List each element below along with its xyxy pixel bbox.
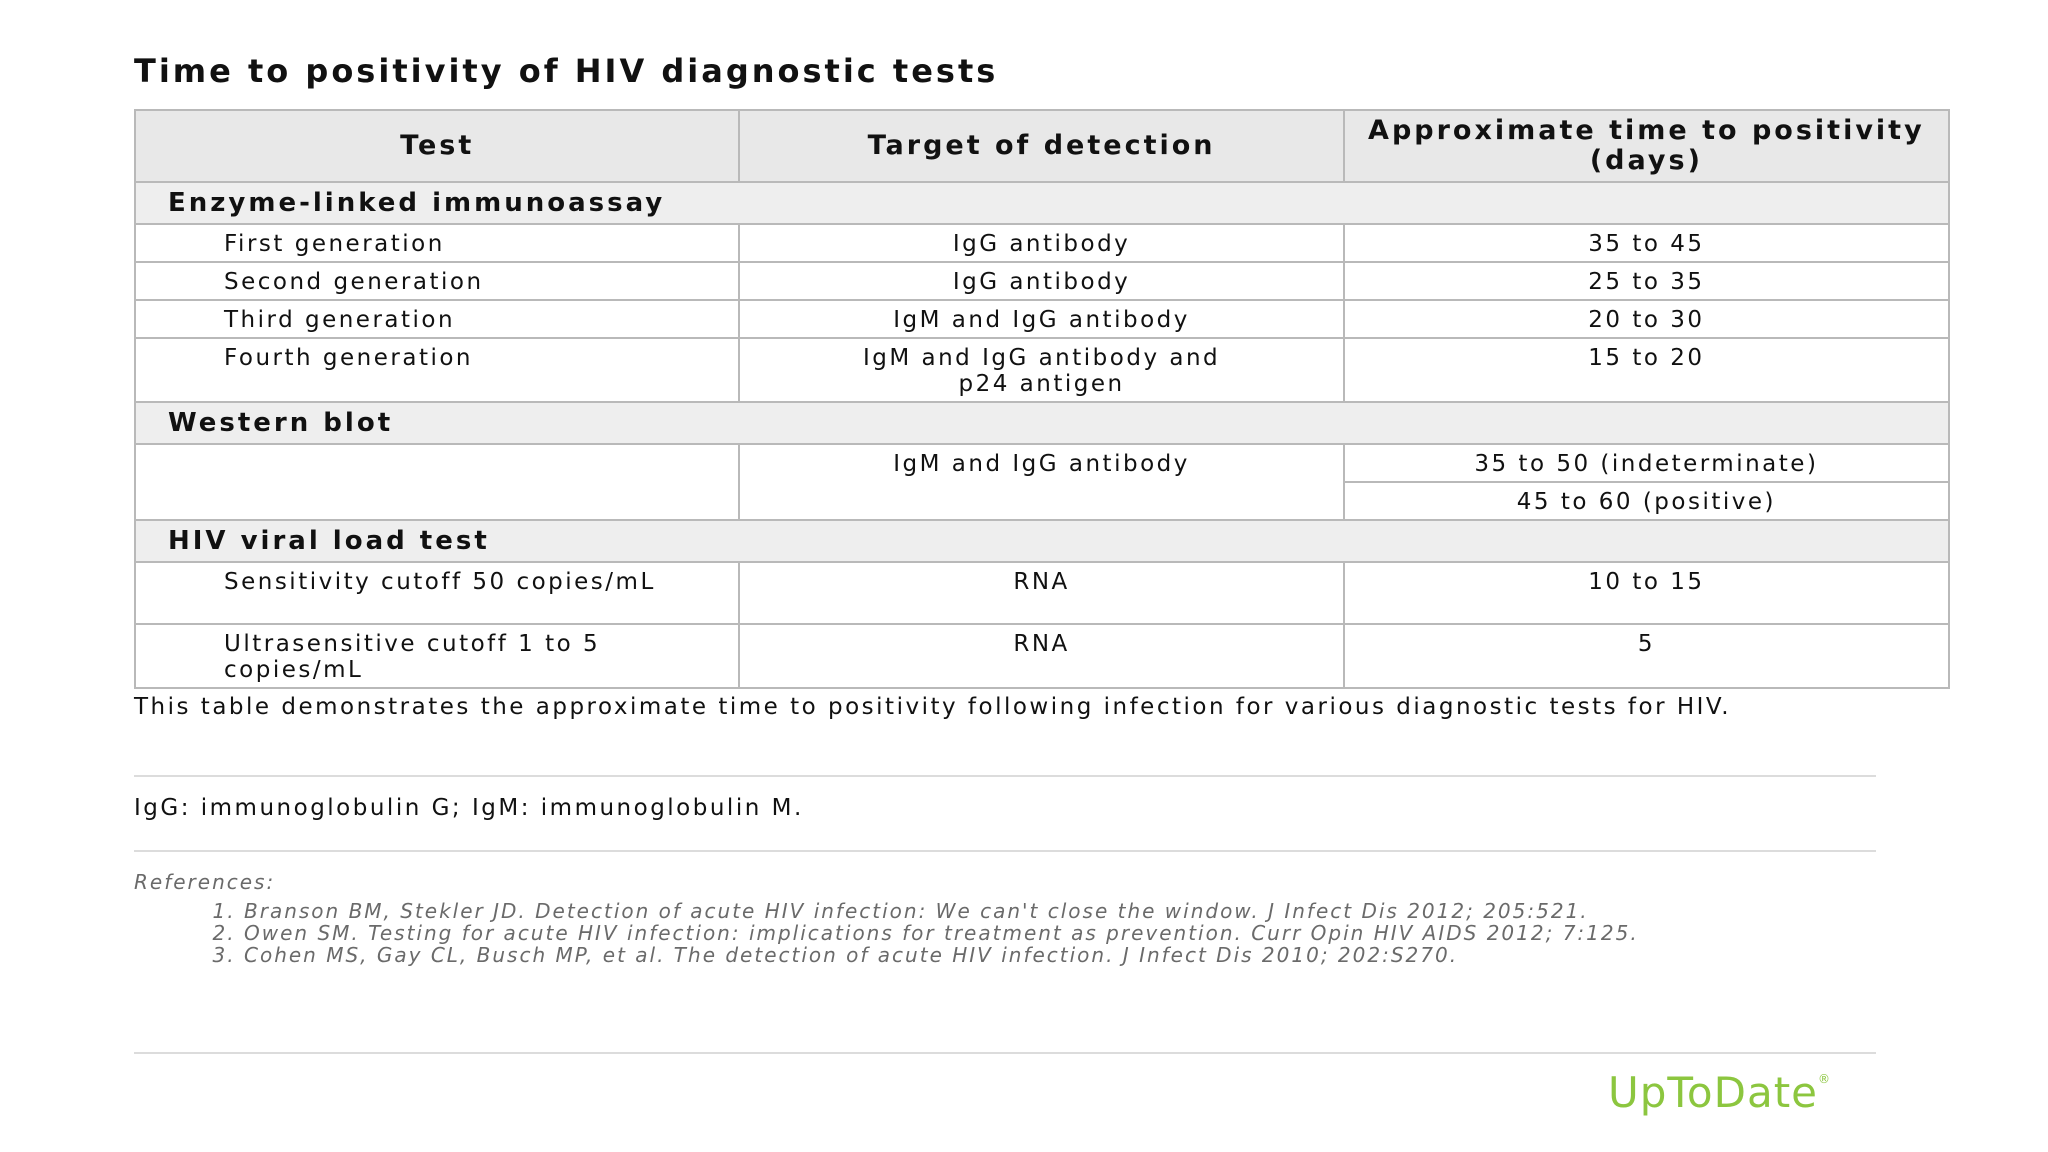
table-row <box>135 562 1949 624</box>
logo-text: UpToDate <box>1608 1068 1819 1117</box>
section-name: HIV viral load test <box>135 520 1949 562</box>
section-row <box>135 182 1949 224</box>
table-row <box>135 624 1949 688</box>
target-cell: RNA <box>739 562 1343 624</box>
target-cell: IgM and IgG antibody <box>739 444 1343 520</box>
divider <box>134 850 1876 852</box>
table-row <box>135 224 1949 262</box>
target-text: IgM and IgG antibody and p24 antigen <box>862 345 1221 397</box>
header-time <box>1344 110 1949 182</box>
time-cell: 5 <box>1344 624 1949 688</box>
section-name: Enzyme-linked immunoassay <box>135 182 1949 224</box>
header-time-label: Approximate time to positivity (days) <box>1368 115 1925 176</box>
test-cell: Fourth generation <box>135 338 739 402</box>
header-target: Target of detection <box>739 110 1343 182</box>
time-cell: 10 to 15 <box>1344 562 1949 624</box>
table-caption: This table demonstrates the approximate time to positivity following infection for various diagnostic tests for HIV. <box>134 694 1732 720</box>
section-row <box>135 402 1949 444</box>
hiv-test-table <box>134 109 1950 689</box>
test-cell: First generation <box>135 224 739 262</box>
target-cell <box>739 338 1343 402</box>
reference-item: 3. Cohen MS, Gay CL, Busch MP, et al. The detection of acute HIV infection. J Infect Dis 2010; 202:S270. <box>244 944 1894 966</box>
reference-item: 2. Owen SM. Testing for acute HIV infection: implications for treatment as prevention. Curr Opin HIV AIDS 2012; 7:125. <box>244 922 1894 944</box>
target-cell: IgG antibody <box>739 262 1343 300</box>
references-label: References: <box>134 870 276 894</box>
abbreviations: IgG: immunoglobulin G; IgM: immunoglobulin M. <box>134 795 804 821</box>
divider <box>134 1052 1876 1054</box>
references-list <box>134 900 1894 966</box>
page-title: Time to positivity of HIV diagnostic tests <box>134 52 999 90</box>
test-cell: Third generation <box>135 300 739 338</box>
table-row <box>135 262 1949 300</box>
test-cell <box>135 444 739 520</box>
time-cell: 35 to 50 (indeterminate) <box>1344 444 1949 482</box>
target-cell: RNA <box>739 624 1343 688</box>
time-cell: 35 to 45 <box>1344 224 1949 262</box>
registered-mark: ® <box>1818 1072 1832 1086</box>
time-cell: 25 to 35 <box>1344 262 1949 300</box>
target-cell: IgG antibody <box>739 224 1343 262</box>
section-name: Western blot <box>135 402 1949 444</box>
table-row <box>135 444 1949 482</box>
table-row <box>135 338 1949 402</box>
test-cell: Ultrasensitive cutoff 1 to 5 copies/mL <box>135 624 739 688</box>
divider <box>134 775 1876 777</box>
test-cell: Sensitivity cutoff 50 copies/mL <box>135 562 739 624</box>
time-cell: 20 to 30 <box>1344 300 1949 338</box>
reference-item: 1. Branson BM, Stekler JD. Detection of acute HIV infection: We can't close the window. J Infect Dis 2012; 205:521. <box>244 900 1894 922</box>
time-cell: 15 to 20 <box>1344 338 1949 402</box>
table-row <box>135 300 1949 338</box>
target-cell: IgM and IgG antibody <box>739 300 1343 338</box>
time-cell: 45 to 60 (positive) <box>1344 482 1949 520</box>
header-test: Test <box>135 110 739 182</box>
uptodate-logo <box>1608 1068 1831 1117</box>
test-cell: Second generation <box>135 262 739 300</box>
table-header-row <box>135 110 1949 182</box>
section-row <box>135 520 1949 562</box>
